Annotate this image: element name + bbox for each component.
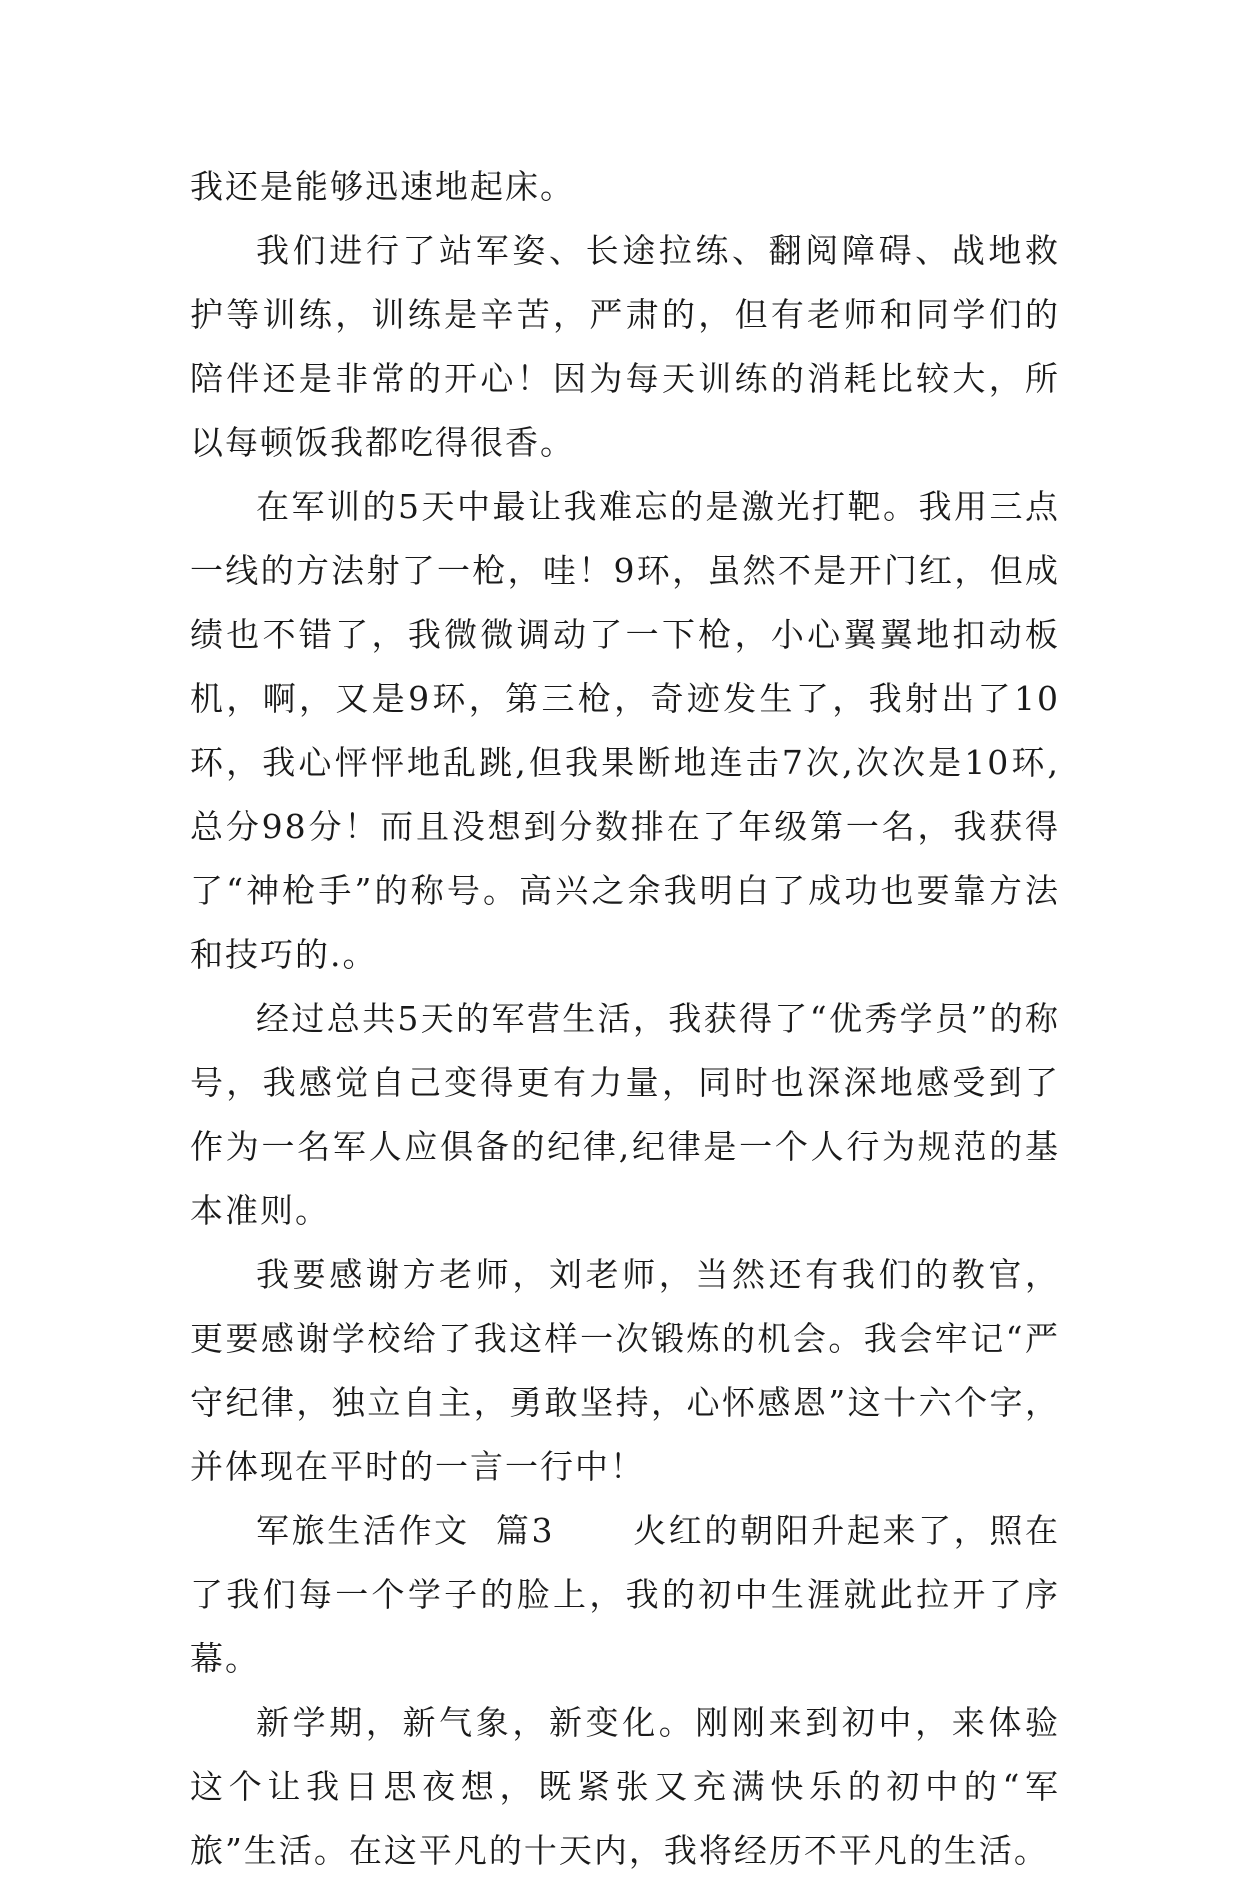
paragraph-essay-3-intro: 军旅生活作文 篇3 火红的朝阳升起来了，照在了我们每一个学子的脸上，我的初中生涯就此拉开了序幕。 — [190, 1511, 1060, 1678]
paragraph-new-semester: 新学期，新气象，新变化。刚刚来到初中，来体验这个让我日思夜想，既紧张又充满快乐的初中的“军旅”生活。在这平凡的十天内，我将经历不平凡的生活。 — [190, 1703, 1060, 1870]
paragraph-summary: 经过总共5天的军营生活，我获得了“优秀学员”的称号，我感觉自己变得更有力量，同时也深深地感受到了作为一名军人应俱备的纪律,纪律是一个人行为规范的基本准则。 — [190, 999, 1060, 1230]
paragraph-thanks: 我要感谢方老师，刘老师，当然还有我们的教官，更要感谢学校给了我这样一次锻炼的机会。我会牢记“严守纪律，独立自主，勇敢坚持，心怀感恩”这十六个字，并体现在平时的一言一行中！ — [190, 1255, 1060, 1486]
document-body — [190, 155, 1060, 1883]
paragraph-shooting: 在军训的5天中最让我难忘的是激光打靶。我用三点一线的方法射了一枪，哇！9环，虽然不是开门红，但成绩也不错了，我微微调动了一下枪，小心翼翼地扣动板机，啊，又是9环，第三枪，奇迹发生了，我射出了10环，我心怦怦地乱跳,但我果断地连击7次,次次是10环,总分98分！而且没想到分数排在了年级第一名，我获得了“神枪手”的称号。高兴之余我明白了成功也要靠方法和技巧的.。 — [190, 487, 1060, 974]
paragraph-training: 我们进行了站军姿、长途拉练、翻阅障碍、战地救护等训练，训练是辛苦，严肃的，但有老师和同学们的陪伴还是非常的开心！因为每天训练的消耗比较大，所以每顿饭我都吃得很香。 — [190, 231, 1060, 462]
paragraph-continuation: 我还是能够迅速地起床。 — [190, 167, 575, 206]
